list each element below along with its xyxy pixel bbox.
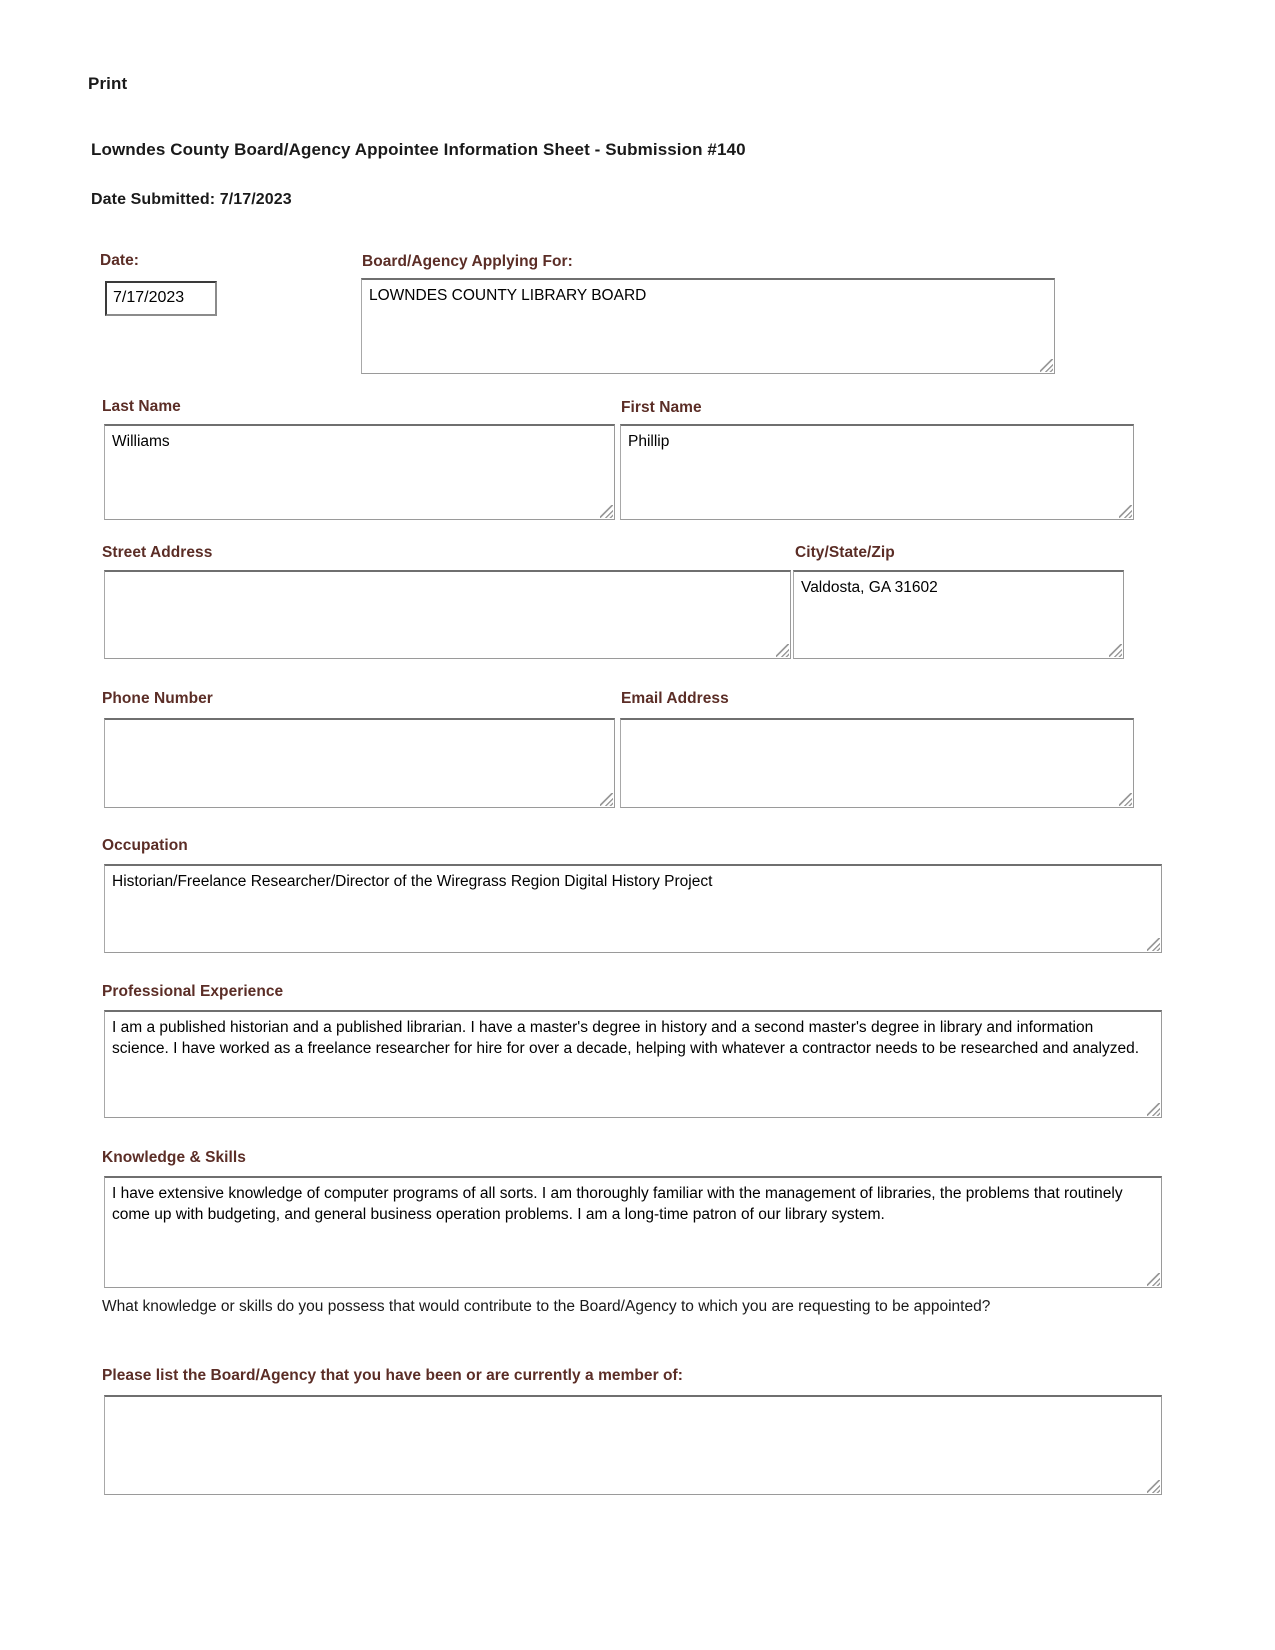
- last-name-textarea[interactable]: [104, 424, 615, 520]
- email-address-value: [621, 720, 1133, 725]
- street-address-value: [105, 572, 790, 577]
- first-name-value: Phillip: [628, 433, 670, 450]
- date-label: Date:: [100, 252, 140, 269]
- professional-experience-textarea[interactable]: [104, 1010, 1162, 1118]
- phone-number-label: Phone Number: [102, 690, 213, 707]
- phone-number-value: [105, 720, 614, 725]
- occupation-label: Occupation: [102, 837, 188, 854]
- knowledge-skills-label: Knowledge & Skills: [102, 1149, 246, 1166]
- street-address-textarea[interactable]: [104, 570, 791, 659]
- first-name-textarea[interactable]: [620, 424, 1134, 520]
- city-state-zip-textarea[interactable]: [793, 570, 1124, 659]
- board-membership-label: Please list the Board/Agency that you have been or are currently a member of:: [102, 1367, 683, 1384]
- knowledge-skills-value: I have extensive knowledge of computer programs of all sorts. I am thoroughly familiar with the management of libraries, the problems that routinely come up with budgeting, and general business operation problems. I am a long-time patron of our library system.: [112, 1185, 1127, 1223]
- board-agency-textarea[interactable]: [361, 278, 1055, 374]
- board-agency-label: Board/Agency Applying For:: [362, 253, 573, 270]
- city-state-zip-value: Valdosta, GA 31602: [801, 579, 938, 596]
- professional-experience-label: Professional Experience: [102, 983, 284, 1000]
- email-address-label: Email Address: [621, 690, 729, 707]
- last-name-value: Williams: [112, 433, 170, 450]
- date-input-value: 7/17/2023: [113, 289, 185, 306]
- city-state-zip-label: City/State/Zip: [795, 544, 895, 561]
- date-submitted-text: Date Submitted: 7/17/2023: [91, 191, 292, 208]
- phone-number-textarea[interactable]: [104, 718, 615, 808]
- knowledge-skills-helper-text: What knowledge or skills do you possess that would contribute to the Board/Agency to which you are requesting to be appointed?: [102, 1298, 991, 1315]
- board-membership-textarea[interactable]: [104, 1395, 1162, 1495]
- email-address-textarea[interactable]: [620, 718, 1134, 808]
- date-input[interactable]: [105, 281, 217, 316]
- occupation-value: Historian/Freelance Researcher/Director of the Wiregrass Region Digital History Project: [112, 873, 713, 890]
- page-title: Lowndes County Board/Agency Appointee Information Sheet - Submission #140: [91, 140, 746, 159]
- board-agency-value: LOWNDES COUNTY LIBRARY BOARD: [369, 287, 647, 304]
- street-address-label: Street Address: [102, 544, 213, 561]
- first-name-label: First Name: [621, 399, 702, 416]
- print-link[interactable]: Print: [88, 74, 128, 93]
- knowledge-skills-textarea[interactable]: [104, 1176, 1162, 1288]
- professional-experience-value: I am a published historian and a published librarian. I have a master's degree in history and a second master's degree in library and information science. I have worked as a freelance researcher for hire for over a decade, helping with whatever a contractor needs to be researched and analyzed.: [112, 1019, 1140, 1057]
- board-membership-value: [105, 1397, 1161, 1402]
- last-name-label: Last Name: [102, 398, 181, 415]
- occupation-textarea[interactable]: [104, 864, 1162, 953]
